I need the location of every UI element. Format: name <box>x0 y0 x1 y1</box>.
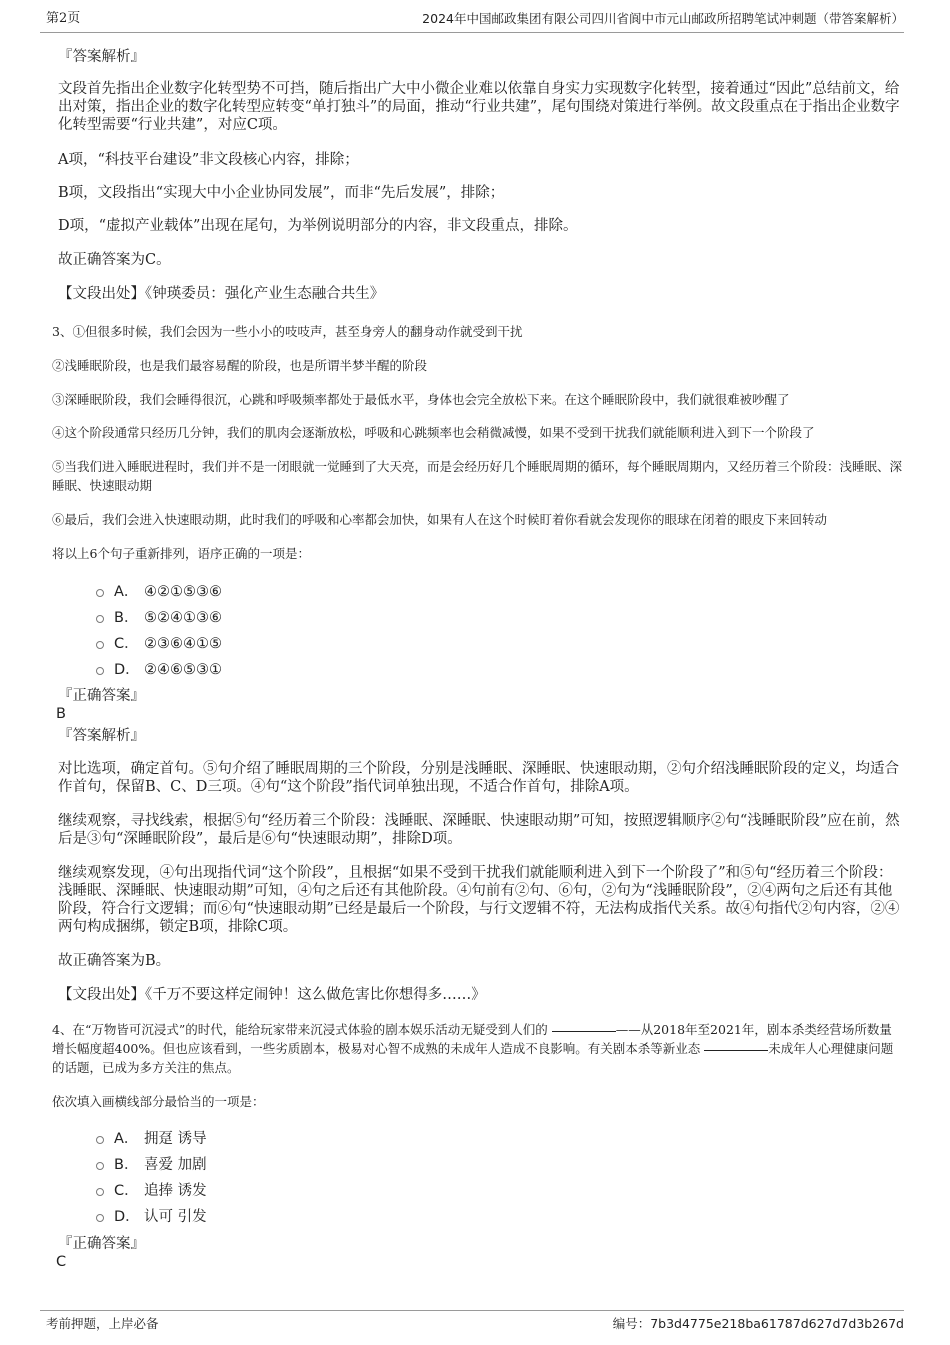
q3-analysis-paragraph-3: 继续观察发现，④句出现指代词“这个阶段”，且根据“如果不受到干扰我们就能顺利进入到下一个阶段了”和⑤句“经历着三个阶段：浅睡眠、深睡眠、快速眼动期”可知，④句之后还有其他阶段。④句前有②句、⑥句，②句为“浅睡眠阶段”，②④两句之后还有其他阶段，符合行文逻辑；而⑥句“快速眼动期”已经是最后一个阶段，与行文逻辑不符，无法构成指代关系。故④句指代②句内容，②④两句构成捆绑，锁定B项，排除C项。 <box>58 865 900 935</box>
q4-blank-1 <box>552 1030 616 1032</box>
q4-option-a[interactable] <box>96 1129 207 1149</box>
q2-analysis-heading: 『答案解析』 <box>58 49 145 65</box>
q3-answer-heading: 『正确答案』 <box>58 688 145 704</box>
q3-sentence-5: ⑤当我们进入睡眠进程时，我们并不是一闭眼就一觉睡到了大天亮，而是会经历好几个睡眠周期的循环，每个睡眠周期内，又经历着三个阶段：浅睡眠、深睡眠、快速眼动期 <box>52 459 903 493</box>
radio-icon[interactable] <box>96 589 104 597</box>
q4-option-c[interactable] <box>96 1181 207 1201</box>
document-code <box>613 1313 904 1335</box>
q4-stem-part-3: 未成年人心理健康问题的话题，已成为多方关注的焦点。 <box>52 1041 894 1075</box>
q3-option-d[interactable] <box>96 660 222 680</box>
q3-sentence-6: ⑥最后，我们会进入快速眼动期，此时我们的呼吸和心率都会加快，如果有人在这个时候盯着你看就会发现你的眼球在闭着的眼皮下来回转动 <box>52 512 828 527</box>
option-letter: B． <box>114 610 139 626</box>
page-number: 第2页 <box>46 11 81 26</box>
q3-answer: B <box>56 706 66 722</box>
option-letter: B． <box>114 1157 139 1173</box>
q3-sentence-4: ④这个阶段通常只经历几分钟，我们的肌肉会逐渐放松，呼吸和心跳频率也会稍微减慢，如果不受到干扰我们就能顺利进入到下一个阶段了 <box>52 425 815 440</box>
code-label: 编号： <box>612 1316 651 1331</box>
radio-icon[interactable] <box>96 1188 104 1196</box>
q4-option-d[interactable] <box>96 1207 207 1227</box>
option-letter: A． <box>114 584 139 600</box>
option-text: ④②①⑤③⑥ <box>144 584 222 600</box>
document-title: 2024年中国邮政集团有限公司四川省阆中市元山邮政所招聘笔试冲刺题（带答案解析） <box>422 11 904 26</box>
q3-conclusion: 故正确答案为B。 <box>58 953 171 969</box>
q2-item-b: B项，文段指出“实现大中小企业协同发展”，而非“先后发展”，排除； <box>58 185 505 201</box>
q2-item-a: A项，“科技平台建设”非文段核心内容，排除； <box>58 152 359 168</box>
option-text: 拥趸 诱导 <box>144 1131 207 1147</box>
q3-option-c[interactable] <box>96 634 222 654</box>
q3-prompt: 将以上6个句子重新排列，语序正确的一项是： <box>52 546 310 561</box>
q3-analysis-paragraph-2: 继续观察，寻找线索，根据⑤句“经历着三个阶段：浅睡眠、深睡眠、快速眼动期”可知，按照逻辑顺序②句“浅睡眠阶段”应在前，然后是③句“深睡眠阶段”，最后是⑥句“快速眼动期”，排除D项。 <box>58 813 900 847</box>
code-value: 7b3d4775e218ba61787d627d7d3b267d <box>650 1316 904 1331</box>
q3-sentence-3: ③深睡眠阶段，我们会睡得很沉，心跳和呼吸频率都处于最低水平，身体也会完全放松下来。在这个睡眠阶段中，我们就很难被吵醒了 <box>52 392 790 407</box>
q3-sentence-2: ②浅睡眠阶段，也是我们最容易醒的阶段，也是所谓半梦半醒的阶段 <box>52 358 428 373</box>
q4-option-b[interactable] <box>96 1155 207 1175</box>
page-header <box>40 8 904 33</box>
q2-analysis-paragraph: 文段首先指出企业数字化转型势不可挡，随后指出广大中小微企业难以依靠自身实力实现数字化转型，接着通过“因此”总结前文，给出对策，指出企业的数字化转型应转变“单打独斗”的局面，推动“行业共建”，尾句围绕对策进行举例。故文段重点在于指出企业数字化转型需要“行业共建”，对应C项。 <box>58 81 900 133</box>
option-letter: C． <box>114 636 139 652</box>
radio-icon[interactable] <box>96 1162 104 1170</box>
footer-slogan: 考前押题，上岸必备 <box>46 1316 159 1331</box>
q4-answer-heading: 『正确答案』 <box>58 1236 145 1252</box>
radio-icon[interactable] <box>96 1214 104 1222</box>
q3-analysis-heading: 『答案解析』 <box>58 728 145 744</box>
option-letter: D． <box>114 662 140 678</box>
q3-sentence-1: 3、①但很多时候，我们会因为一些小小的吱吱声，甚至身旁人的翻身动作就受到干扰 <box>52 324 523 339</box>
option-letter: A． <box>114 1131 139 1147</box>
q3-analysis-paragraph-1: 对比选项，确定首句。⑤句介绍了睡眠周期的三个阶段，分别是浅睡眠、深睡眠、快速眼动期，②句介绍浅睡眠阶段的定义，均适合作首句，保留B、C、D三项。④句“这个阶段”指代词单独出现，不适合作首句，排除A项。 <box>58 761 899 795</box>
q4-stem <box>52 1020 902 1077</box>
option-text: ②④⑥⑤③① <box>144 662 222 678</box>
q4-stem-part-2: ——从2018年至2021年，剧本杀类经营场所数量增长幅度超400%。但也应该看到，一些劣质剧本，极易对心智不成熟的未成年人造成不良影响。有关剧本杀等新业态 <box>52 1022 892 1056</box>
page-footer <box>40 1310 904 1335</box>
option-letter: D． <box>114 1209 140 1225</box>
q2-source: 【文段出处】《钟瑛委员：强化产业生态融合共生》 <box>58 286 385 302</box>
radio-icon[interactable] <box>96 615 104 623</box>
option-text: 追捧 诱发 <box>144 1183 207 1199</box>
q3-option-a[interactable] <box>96 582 222 602</box>
q4-blank-2 <box>704 1049 768 1051</box>
q4-stem-part-1: 4、在“万物皆可沉浸式”的时代，能给玩家带来沉浸式体验的剧本娱乐活动无疑受到人们的 <box>52 1022 548 1037</box>
q4-answer: C <box>56 1254 67 1270</box>
option-text: ②③⑥④①⑤ <box>144 636 222 652</box>
q2-item-d: D项，“虚拟产业载体”出现在尾句，为举例说明部分的内容，非文段重点，排除。 <box>58 218 578 234</box>
radio-icon[interactable] <box>96 667 104 675</box>
option-text: 认可 引发 <box>144 1209 207 1225</box>
option-text: 喜爱 加剧 <box>144 1157 207 1173</box>
option-text: ⑤②④①③⑥ <box>144 610 222 626</box>
radio-icon[interactable] <box>96 641 104 649</box>
q3-source: 【文段出处】《千万不要这样定闹钟！这么做危害比你想得多……》 <box>58 987 486 1003</box>
q4-prompt: 依次填入画横线部分最恰当的一项是： <box>52 1094 265 1109</box>
option-letter: C． <box>114 1183 139 1199</box>
q2-conclusion: 故正确答案为C。 <box>58 252 171 268</box>
radio-icon[interactable] <box>96 1136 104 1144</box>
q3-option-b[interactable] <box>96 608 222 628</box>
